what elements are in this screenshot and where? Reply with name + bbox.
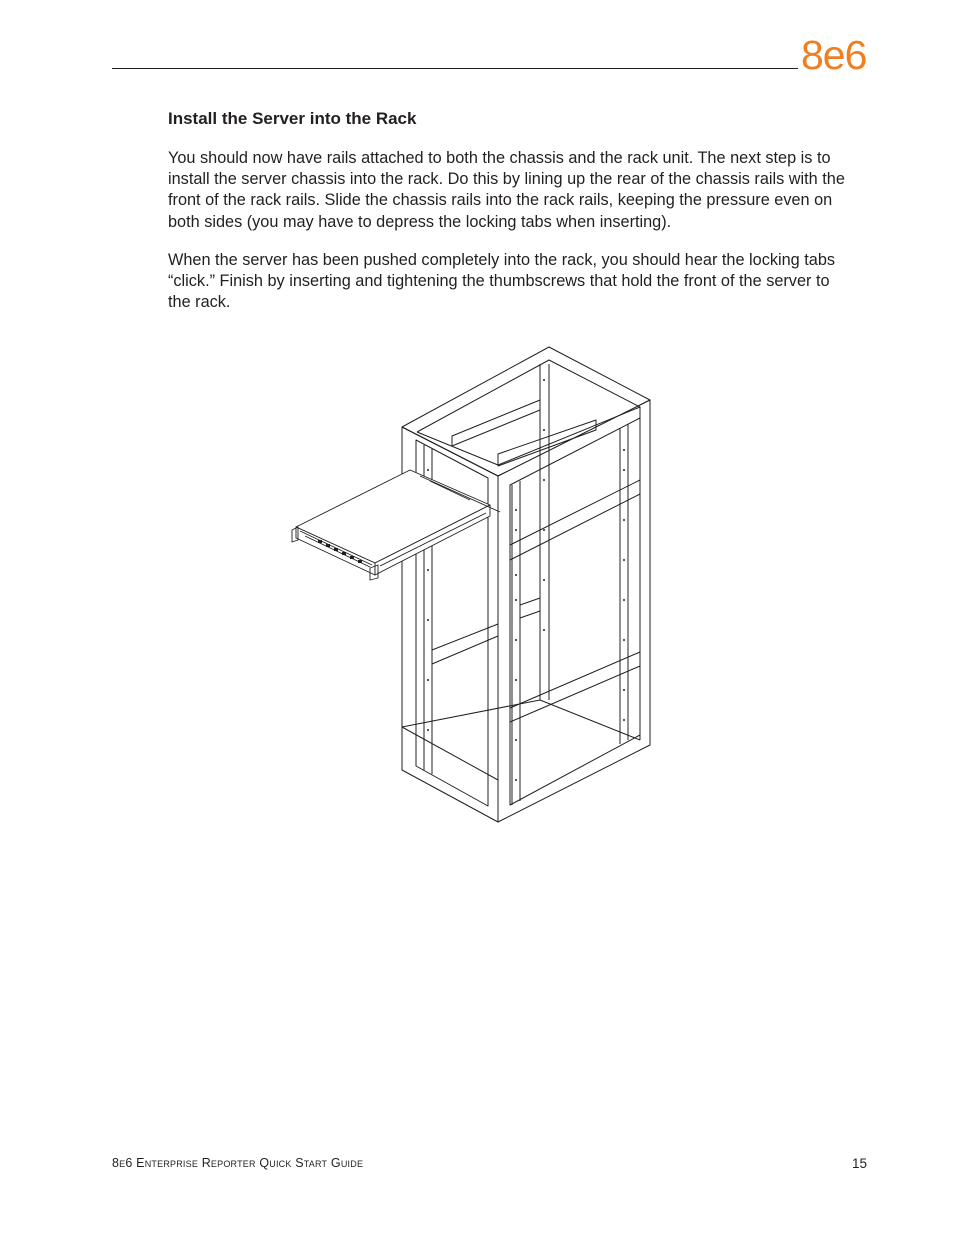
rack-installation-illustration xyxy=(288,343,658,827)
body-paragraph-1: You should now have rails attached to both the chassis and the rack unit. The next step is to install the server chassis into the rack. Do this by lining up the rear of the chassis rails with the front of the rack rails. Slide the chassis rails into the rack rails, keeping the pressure even on both sides (you may have to depress the locking tabs when inserting). xyxy=(168,149,845,231)
rack-rear-frame xyxy=(402,347,650,745)
page-number: 15 xyxy=(852,1156,868,1171)
section-title: Install the Server into the Rack xyxy=(168,109,417,128)
server-chassis xyxy=(292,470,500,580)
body-paragraph-2: When the server has been pushed completely into the rack, you should hear the locking tabs “click.” Finish by inserting and tightening the thumbscrews that hold the front of the server to the rack. xyxy=(168,251,836,312)
rack-front-frame xyxy=(402,400,650,822)
brand-logo: 8e6 xyxy=(801,32,867,78)
header-rule xyxy=(112,68,798,69)
rail-holes xyxy=(427,379,625,781)
footer-document-title: 8e6 Enterprise Reporter Quick Start Guide xyxy=(112,1156,364,1170)
